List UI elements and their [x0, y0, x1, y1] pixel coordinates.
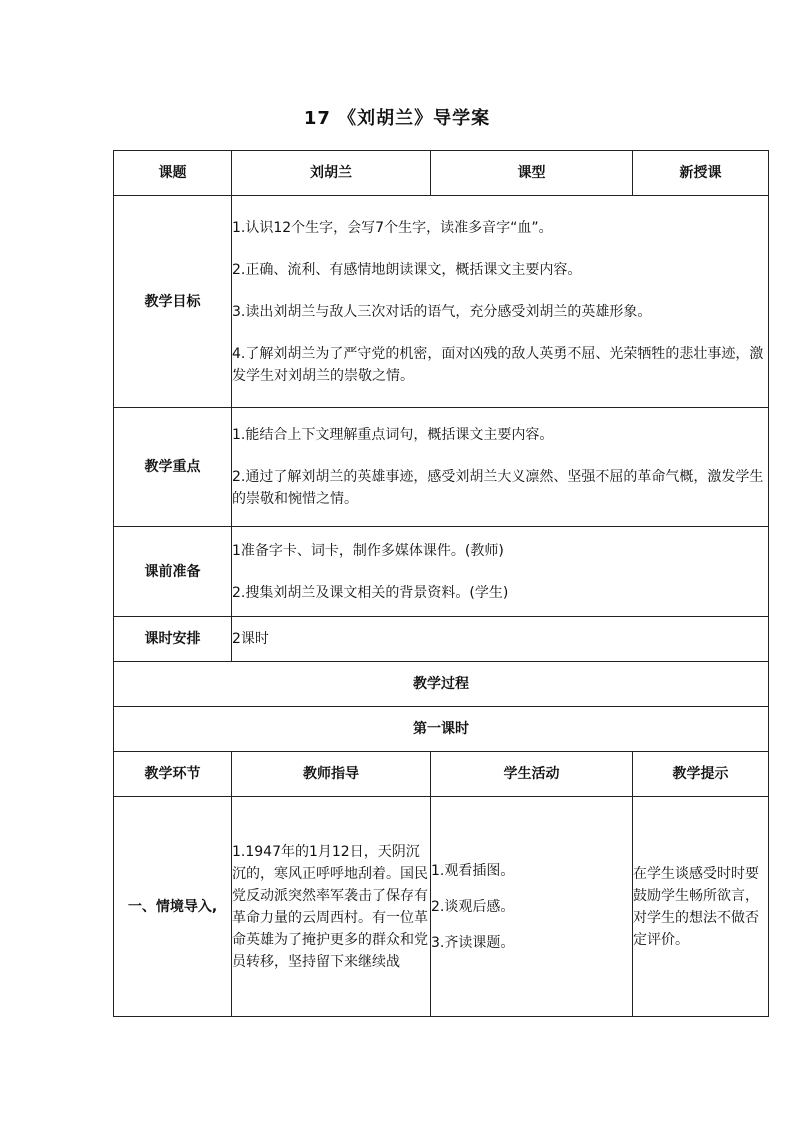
student-activity-item: 2.谈观后感。: [431, 898, 515, 915]
course-label: 课题: [114, 151, 232, 196]
course-value: 刘胡兰: [232, 151, 431, 196]
keypoints-content: [232, 408, 769, 527]
teacher-header: 教师指导: [232, 752, 431, 797]
stage-cell: 一、情境导入,: [114, 797, 232, 1017]
keypoints-label: 教学重点: [114, 408, 232, 527]
keypoint-item: 1.能结合上下文理解重点词句，概括课文主要内容。: [232, 427, 554, 443]
process-title-row: [114, 662, 769, 707]
keypoint-item: 2.通过了解刘胡兰的英雄事迹，感受刘胡兰大义凛然、坚强不屈的革命气概，激发学生的崇敬和惋惜之情。: [232, 469, 764, 507]
type-label: 课型: [431, 151, 633, 196]
schedule-value: 2课时: [232, 617, 769, 662]
process-row: [114, 797, 769, 1017]
preparation-row: [114, 527, 769, 617]
tips-header: 教学提示: [633, 752, 769, 797]
goals-row: [114, 196, 769, 408]
preparation-label: 课前准备: [114, 527, 232, 617]
goals-content: [232, 196, 769, 408]
process-header-row: [114, 752, 769, 797]
preparation-item: 2.搜集刘胡兰及课文相关的背景资料。(学生): [232, 584, 509, 601]
goal-item: 1.认识12个生字，会写7个生字，读准多音字“血”。: [232, 219, 553, 236]
goal-item: 4.了解刘胡兰为了严守党的机密，面对凶残的敌人英勇不屈、光荣牺牲的悲壮事迹，激发学生对刘胡兰的崇敬之情。: [232, 345, 764, 384]
student-cell: [431, 797, 633, 1017]
goal-item: 2.正确、流利、有感情地朗读课文，概括课文主要内容。: [232, 261, 582, 278]
student-activity-item: 1.观看插图。: [431, 862, 515, 879]
page-title: 17 《刘胡兰》导学案: [303, 108, 491, 129]
process-title: 教学过程: [114, 662, 769, 707]
student-activity-item: 3.齐读课题。: [431, 934, 515, 951]
period-title-row: [114, 707, 769, 752]
goal-item: 3.读出刘胡兰与敌人三次对话的语气，充分感受刘胡兰的英雄形象。: [232, 303, 652, 320]
preparation-item: 1准备字卡、词卡，制作多媒体课件。(教师): [232, 542, 504, 559]
teacher-cell: 1.1947年的1月12日，天阴沉沉的，寒风正呼呼地刮着。国民党反动派突然率军袭击了保存有革命力量的云周西村。有一位革命英雄为了掩护更多的群众和党员转移，坚持留下来继续战: [232, 797, 431, 1017]
period-title: 第一课时: [114, 707, 769, 752]
goals-label: 教学目标: [114, 196, 232, 408]
schedule-label: 课时安排: [114, 617, 232, 662]
keypoints-row: [114, 408, 769, 527]
type-value: 新授课: [633, 151, 769, 196]
student-header: 学生活动: [431, 752, 633, 797]
header-row: [114, 151, 769, 196]
preparation-content: [232, 527, 769, 617]
schedule-row: [114, 617, 769, 662]
tips-cell: 在学生谈感受时时要鼓励学生畅所欲言，对学生的想法不做否定评价。: [633, 797, 769, 1017]
stage-header: 教学环节: [114, 752, 232, 797]
lesson-plan-table: [113, 150, 769, 1017]
